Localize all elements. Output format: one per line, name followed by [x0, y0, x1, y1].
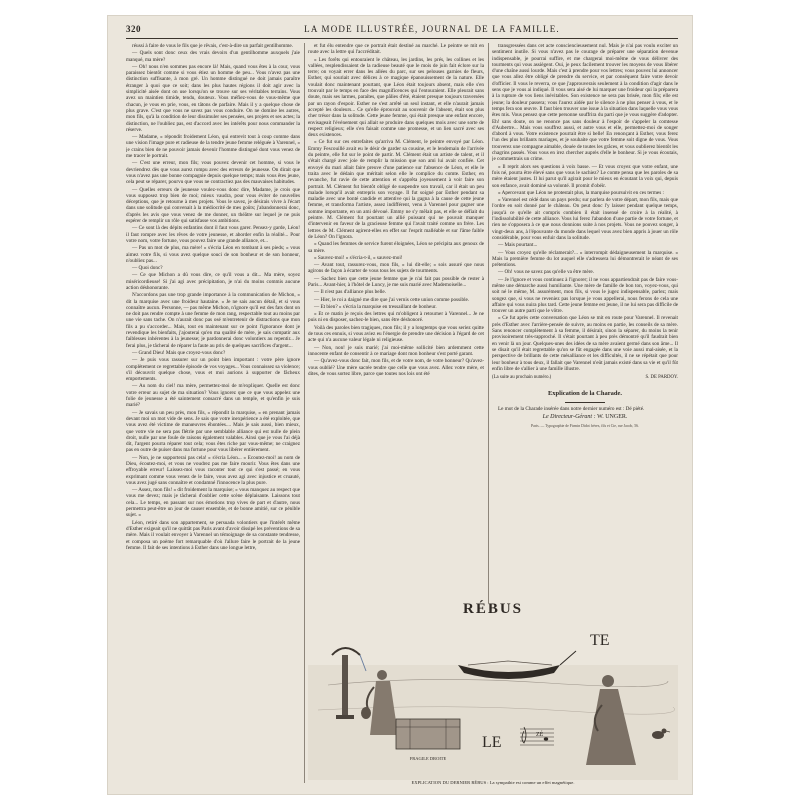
paragraph: « Quand les femmes de service furent éloignées, Léon se précipita aux genoux de sa mère.: [308, 241, 484, 254]
trunk-icon: [396, 719, 460, 749]
paragraph: transgressées dans cet acte consciencieusement nul. Mais je n'ai pas voulu exciter un sentiment inutile. Si vous n'avez pas le courage de préparer une séparation devenue indispensable, je pourrai suffire, et me chargerai moi-même de vous délivrer des tourments qui vous assiègent. Oui, je peux facilement trouver les moyens de vous libérer d'une chaîne aussi lourde. Mais c'est à prendre pour vos lettres; vous pouvez lui annoncer que vous allez être obligé de prendre du service, et par conséquent faire votre devoir d'officier. Il vous le reverra, ce que j'approuverais seulement à la condition d'agir dans le sens que je vous ai indiqué. Il vous sera aisé de lui marquer une froideur qui la préparera à la rupture de vos liens inévitables. Son existence ne sera pas brisée, mon fils; elle est jeune; la douleur passera; vous l'aurez aidée par le silence à ne plus penser à vous, et le temps fera son œuvre. Il faut bien trouver une issue à la situation dans laquelle vous vous êtes mis. Vous pensez que cette personne souffrira du parti que je vous suggère d'adopter. Eh! sans doute, on ne renonce pas sans douleur à l'espoir de s'appeler la comtesse d'Aubertre... Mais vous souffrez aussi, et autre vous et elle, permettez-moi de songer d'abord à vous. Votre existence pourrait être si belle! En renonçant à Esther, vous ferez l'un des plus brillants mariages, et je souhaite que votre femme soit digne de vous. Vous trouverez une compagne aimable, douée de toutes les grâces, et vous oublierez bientôt les chagrins passés. Vous vous en irez chercher auprès d'elle le bonheur. Si je vous écoutais, je commettrais un crime.: [492, 43, 678, 163]
column-divider-right: [488, 43, 489, 603]
paragraph: — Qu'avez-vous donc fait, mon fils, et de votre nom, de votre honneur? Qu'avez-vous oublié? Une mère sacrée tendre que celle que vous avez. Allez votre mère, et dites, de vous sortez libre, parce que toutes nos lois ont été: [308, 358, 484, 377]
paragraph: « Varennel est cédé dans un pays perdu; sur parlera de votre départ, mon fils, mais que l'ordre en soit donné par le château. On peut donc l'y laisser pendant quelque temps, jusqu'à ce qu'elle ait compris combien il était insensé de croire à la réalité, à l'indissolubilité de cette alliance. Vous lui ferez l'abandon d'une partie de votre fortune, et rien ne s'opposera à ce que nous donnions suite à nos projets. Vous ne pouvez songer, à vingt-deux ans, à l'épouvante du monde dans lequel vous avez bien appris à jouer un rôle considérable, pour vous enfuir dans la solitude.: [492, 197, 678, 241]
paragraph: « Sauvez-moi! » s'écria-t-il, « sauvez-moi!: [314, 254, 403, 261]
paragraph: — Non, je ne supporterai pas cela! » s'écria Léon... « Ecoutez-moi! au nom de Dieu, écoutez-moi, et vous ne voudrez pas me faire mourir. Vous êtes dans une effroyable erreur! Laissez-moi vous raconter tout ce qui s'est passé; en vous exprimant comme vous venez de le faire, vous avez agi avec injustice et cruauté, vous avez jugé sans connaître et condamné l'innocence la plus pure.: [126, 454, 300, 486]
trunk-label: FRAGILE DROITE: [409, 756, 447, 761]
director-name: W. UNGER.: [597, 414, 628, 421]
paragraph: — Pas un mot de plus, ma mère! » s'écria Léon en tombant à ses pieds; « vous aimez votre fils, si vous avez quelque souci de son bonheur et de son honneur, n'oubliez pas...: [126, 245, 300, 264]
rebus-letters-le: LE: [482, 734, 502, 751]
paragraph: « Ce fut sur ces entrefaites qu'arriva M. Clément, le peintre envoyé par Léon. Emmy Fescouillé avait eu le désir de garder sa cousine, et le lendemain de l'arrivée du peintre, elle fut sur le point de partir. M. Clément était un artiste de talent, et il s'était chargé avec joie de remplir la mission que son ami lui avait confiée. Cet envoyé du mari allait faire preuve d'une patience sur l'absence de Léon, et elle le traita avec le dédain que méritait selon elle le complice du comte. Esther, en revanche, fut ravie de cette attention et s'apprêta joyeusement à voir faire son portrait. M. Clément fut bientôt obligé de suspendre son travail, car il était un peu malade lorsqu'il avait entrepris son voyage. Il fut soigné par Esther pendant sa maladie avec une bonté candide et attentive qui la gagna à la cause de cette jeune femme, et transforma l'artiste, assez indifférent, venu à Varennel pour gagner une somme importante, en un ami dévoué. Emmy ne s'y mêlait pas, et elle se défiait du peintre. M. Clément fut pourtant un allié puissant qui ne pouvait manquer d'intervenir en faveur de la gracieuse femme qui l'avait traité comme un frère. Les lettres de M. Clément agirent-elles en effet sur l'esprit malléable et sur l'âme faible de Léon? On l'ignora.: [308, 139, 484, 240]
text-column-right: [492, 43, 678, 555]
paragraph: — Non, non! je suis marié; j'ai moi-même sollicité bien ardemment cette innocente enfant de consentir à ce mariage dont mon bonheur s'est porté garant.: [308, 344, 484, 357]
paragraph: « Il reprit alors ses questions à voix basse. — Et vous croyez que votre enfant, une fois né, pourra être élevé sans que vous le sachiez? Le comte pensa que les paroles de sa mère étaient justes. Il lui parut qu'il agirait pour le mieux en écoutant la voix qui, depuis son enfance, avait dominé sa volonté. Il promit d'obéir.: [492, 163, 678, 189]
paragraph: — Madame, » répondit froidement Léon, qui entrevit tout à coup comme dans une vision l'image pure et radieuse de la tendre jeune femme reléguée à Varennel, « je crains bien de ne pouvoir jamais devenir l'homme distingué dont vous venez de me tracer le portrait.: [126, 134, 300, 160]
paragraph: — Hier, le roi a daigné me dire que j'ai vernis cette union comme possible.: [314, 296, 470, 303]
section-rule: [565, 402, 605, 403]
column-right-body: [492, 43, 678, 372]
paragraph: — Je l'ignore et vous continuez à l'ignorer; il ne vous appartiendrait pas de faire vous-même une démarche aussi humiliante. Une mère de famille de bon ton, voyez-vous, qui soit né le même, M. assurément, mon fils, si vous le jugez indispensable, parlez; mais songez que, si vous ne reveniez pas lorsque je vous appellerai, nous ferons de cela une affaire qui vous nuira plus tard. Cette jeune femme est jeune, il ne lui sera pas difficile de trouver un autre parti que le vôtre.: [492, 276, 678, 315]
header-rule: [126, 38, 678, 39]
running-title: LA MODE ILLUSTRÉE, JOURNAL DE LA FAMILLE.: [304, 24, 560, 34]
to-be-continued-note: (La suite au prochain numéro.): [492, 375, 552, 381]
paragraph: — Quelles erreurs de jeunesse voulez-vous donc dire, Madame, je crois que vous supposez trop bien de moi; mieux vaudra, pour vous éviter de nouvelles déceptions, que je retourne à mes projets. Vous le savez, je désirais vivre à l'écart dans une solitude qui convenait à la médiocrité de mes goûts; j'abandonnerai donc, d'après les avis que vous venez de me donner, un théâtre sur lequel je ne puis espérer de remplir un rôle qui satisfasse vos ambitions.: [126, 186, 300, 225]
paragraph: — Assez, mon fils! » dit froidement la marquise; « vous manquez au respect que vous me devez; mais je tâcherai d'oublier cette scène déplaisante. Laissons tout cela... Le temps, en passant sur nos émotions trop vives de part et d'autre, nous permettra peut-être un jour de causer ensemble, et de bonne amitié, sur ce pénible sujet. »: [126, 487, 300, 519]
paragraph: — Ce que Michon a dû vous dire, ce qu'il vous a dit... Ma mère, soyez miséricordieuse! Si j'ai agi avec précipitation, je n'ai du moins commis aucune action déshonorante.: [126, 272, 300, 291]
rebus-caption-text: La sympathie est comme un effet magnétique.: [489, 780, 575, 785]
column-divider-left: [304, 43, 305, 783]
paragraph: « Ce fut après cette conversation que Léon se mit en route pour Varennel. Il revenait près d'Esther avec l'arrière-pensée de suivre, au moins en partie, les conseils de sa mère. Sans renoncer complètement à sa femme, il désirait, sinon la séparer, du moins la tenir provisoirement très-rapproché. Il s'était pourtant à peu près démontré qu'il faudrait bien en venir là un jour. Quelques-unes des idées de sa mère avaient germé dans son âme... Il se disait qu'il était regrettable qu'on se fût engagée dans une voie aussi mal-aisée, et la perspective de brillants de cette mésalliance et les difficultés, il ne se répétait que pour leur bonheur à tous deux, il fallait que Varennel n'eût jamais existé dans sa vie et qu'il fût enfin libre de s'allier à une famille illustre.: [492, 315, 678, 372]
paragraph: — Et bien? » s'écria la marquise en tressaillant de bonheur.: [314, 303, 437, 310]
rebus-picture: [308, 615, 678, 780]
paragraph: « Et ce matin je reçois des lettres qui m'obligent à retourner à Varennel... Je ne puis ni en disposer, sachez-le bien, sans être déshonoré.: [308, 311, 484, 324]
paragraph: — Quoi donc?: [132, 265, 163, 272]
text-column-left: [126, 43, 300, 783]
director-label: Le Directeur-Gérant :: [542, 414, 598, 421]
paragraph: — Mais pourtant...: [498, 242, 538, 249]
paragraph: « Apercevant que Léon ne protestait plus, la marquise poursuivit en ces termes :: [498, 189, 664, 196]
charade-answer: Le mot de la Charade insérée dans notre dernier numéro est : Dé piété.: [498, 405, 645, 412]
charade-section-title: Explication de la Charade.: [547, 390, 623, 398]
author-signature: S. DE PARDOY.: [645, 375, 678, 381]
text-column-middle: [308, 43, 484, 603]
paragraph: — Je savais un peu près, mon fils, » répondit la marquise, « en prenant jamais devant moi un mot vide de sens. Je sais que votre inexpérience a été exploitée, que vous avez été victime de manœuvres éhontées.... Mais je sais aussi, bien mieux, que votre vie ne sera pas flétrie par une semblable alliance qui est nulle de plein droit, nulle par une foule de raisons également valables. Ainsi que je vous l'ai déjà dit, l'argent pourra réparer tout cela; vous êtes riche par vous-même; ne craignez pas en outre de puiser dans ma fortune pour vous libérer entièrement.: [126, 409, 300, 454]
paragraph: — Avant tout, rassurez-vous, mon fils, » lui dit-elle; « sois assuré que nous agirons de façon à écarter de vous tous les sujets de tourments.: [308, 262, 484, 275]
installment-signature: [492, 375, 678, 381]
paragraph: — C'est une erreur, mon fils; vous pouvez devenir cet homme, si vous le devriendrez dès que vous aurez rompu avec des erreurs de jeunesse. On dirait que vous n'avez pas une bonne compagnie depuis quelque temps; mais vous êtes jeune, cela peut se réparer, pourvu que vous ne contractiez pas des mauvaises habitudes.: [126, 160, 300, 186]
paragraph: — Sachez bien que cette jeune femme que je n'ai fait pas possible de rester à Paris... Avant-hier, à l'hôtel de Luncy, je me suis marié avec Mademoiselle...: [308, 275, 484, 288]
paragraph: — Quels sont donc ceux des vrais devoirs d'un gentilhomme auxquels j'aie manqué, ma mère?: [126, 50, 300, 63]
paragraph: et fut élu entendre que ce portrait était destiné au marché. Le peintre se mit en route avec la lettre qui l'accréditait.: [308, 43, 484, 56]
paragraph: — Au nom du ciel! ma mère, permettez-moi de m'expliquer. Quelle est donc votre erreur au sujet de ma situation? Vous ignorez que ce que vous appelez une folie de jeunesse a été saintement consacré dans un temple, et qu'enfin je suis marié?: [126, 383, 300, 409]
rebus-caption: [308, 780, 678, 785]
paragraph: — Oh! nous n'en sommes pas encore là! Mais, quand vous êtes à la cour, vous paraissez bientôt comme si vous étiez un homme de peu... Vous n'avez pas une distinction suffisante, à mon gré. Un homme distingué ne doit jamais paraître étranger à quoi que ce soit; dans les plus hautes régions il doit agir avec la simplicité aisée dont on use lorsqu'on se trouve sur ses véritables terrains. Vous avez un maintien timide, tendu, douteux. Vous méfiez-vous de vous-même que chacun, je vous en prie, vous, en tâtons de parfaire. Mais il y a quelque chose de plus grave. C'est que vous ne savez pas vous conduire. On ne domine les autres, mon fils, qu'à la condition de leur dissimuler ses pensées, ses projets et ses actes; la distinction, ne l'oubliez pas, est d'accord avec les intérêts pour nous commander la réserve.: [126, 63, 300, 133]
paragraph: réussi à faire de vous le fils que je rêvais, c'est-à-dire un parfait gentilhomme.: [132, 43, 293, 49]
rebus-illustration: [308, 601, 678, 791]
rebus-title: RÉBUS: [462, 601, 524, 617]
printer-line: Paris. — Typographie de Firmin Didot frères, fils et Cie, rue Jacob, 56.: [531, 424, 639, 429]
rebus-letters-te: TE: [590, 632, 610, 649]
director-line: [492, 414, 678, 420]
paragraph: Voilà des paroles bien tragiques, mon fils; il y a longtemps que vous seriez quitte de tous ces ennuis, si vous aviez eu l'énergie de prendre une décision à l'égard de cet acte qui n'a aucune valeur légale ni religieuse.: [308, 324, 484, 344]
rebus-letters-ze: ZÉ: [536, 732, 544, 738]
paragraph: — Il n'est pas d'alliance plus belle.: [314, 289, 387, 296]
paragraph: — Vous croyez qu'elle réclamerait?... » interrompit dédaigneusement la marquise. « Mais la première femme du lot auquel elle s'adressera lui démontrerait le néant de ses prétentions.: [492, 249, 678, 269]
paragraph: — Ce sont là des dépits enfantins dont il faut vous garer. Pensez-y garde, Léon! il faut rompre avec les rêves de votre jeunesse, et aborder enfin la réalité... Pour votre nom, votre fortune, vous pouvez faire une grande alliance, et...: [126, 225, 300, 244]
page-header: [126, 24, 678, 38]
paragraph: Léon, retiré dans son appartement, se persuada volontiers que l'intérêt même d'Esther exigeait qu'il ne quittât pas Paris avant d'avoir dissipé les préventions de sa mère. Mais il voulait envoyer à Varennel un témoignage de sa constante tendresse, et composa un poème fort remarquable d'où l'allure faire le portrait de la jeune femme. Il fait de ses intentions à Esther dans une longue lettre,: [126, 519, 300, 551]
paragraph: « Les forêts qui entouraient le château, les jardins, les prés, les collines et les vallées, resplendissaient de la radieuse beauté que le mois de juin fait éclore sur la terre; on voyait errer dans les allées du parc, sur ses pelouses garnies de fleurs, Esther, qui souriait avec délices à ce magique épanouissement de la nature. Elle voulait donc maintenant pourtant, que Léon était toujours absent, mais elle s'en trouvait par le temps en face des magnificences qui l'entouraient. Elle pleurait sans doute, mais ses larmes, paraîtes, que pâlies d'été, étaient presque toujours traversées par un rayon d'espoir. Esther ne s'est arrêté un seul instant, et elle n'aurait jamais accepté les douleurs... Ce qu'elle éprouvait au souvenir de l'absent, était son plus cher trésor dans la solitude. Cette jeune femme, qui était presque une enfant encore, envisageait l'événement qui allait se produire dans quelques mois avec une sorte de respect religieux; elle s'en faisait comme une promesse, et un lien sacré avec ses deux existences.: [308, 56, 484, 139]
paragraph: N'accordons pas une trop grande importance à la communication de Michon, » dit la marquise avec une froideur hautaine. « Je ne sais aucun détail, et si vous connaître aucun. Personne, — pas même Michon, n'ignore qu'il est des fats dont on ne doit pas rendre compte à une femme de mon rang, respectable tout au moins par une vie sans tache. On n'aurait donc pas osé m'entretenir de distractions que mon fils a pu s'accorder... Mais, tout en maintenant sur ce point l'ignorance dont je revendique les bienfaits, j'ajouterai qu'en ma qualité de mère, je sais compatir aux faiblesses inhérentes à la jeunesse; je pardonnerai donc volontiers au repentir... Je ferai plus, je tâcherai de réparer la faute au prix de quelques sacrifices d'argent...: [126, 292, 300, 349]
rebus-caption-label: EXPLICATION DU DERNIER RÉBUS :: [411, 780, 490, 785]
page-number: 320: [126, 24, 141, 34]
magazine-page: [108, 16, 692, 794]
paragraph: — Grand Dieu! Mais que croyez-vous donc?: [132, 349, 226, 356]
paragraph: — Je puis vous rassurer sur un point bien important : votre père ignore complètement ce regrettable épisode de vos voyages... Vous connaissez sa violence; s'il découvrit quelque chose, vous et moi aurions à supporter de fâcheux emportements.: [126, 357, 300, 383]
paragraph: — Oh! vous ne savez pas qu'elle va être mère.: [498, 269, 595, 276]
